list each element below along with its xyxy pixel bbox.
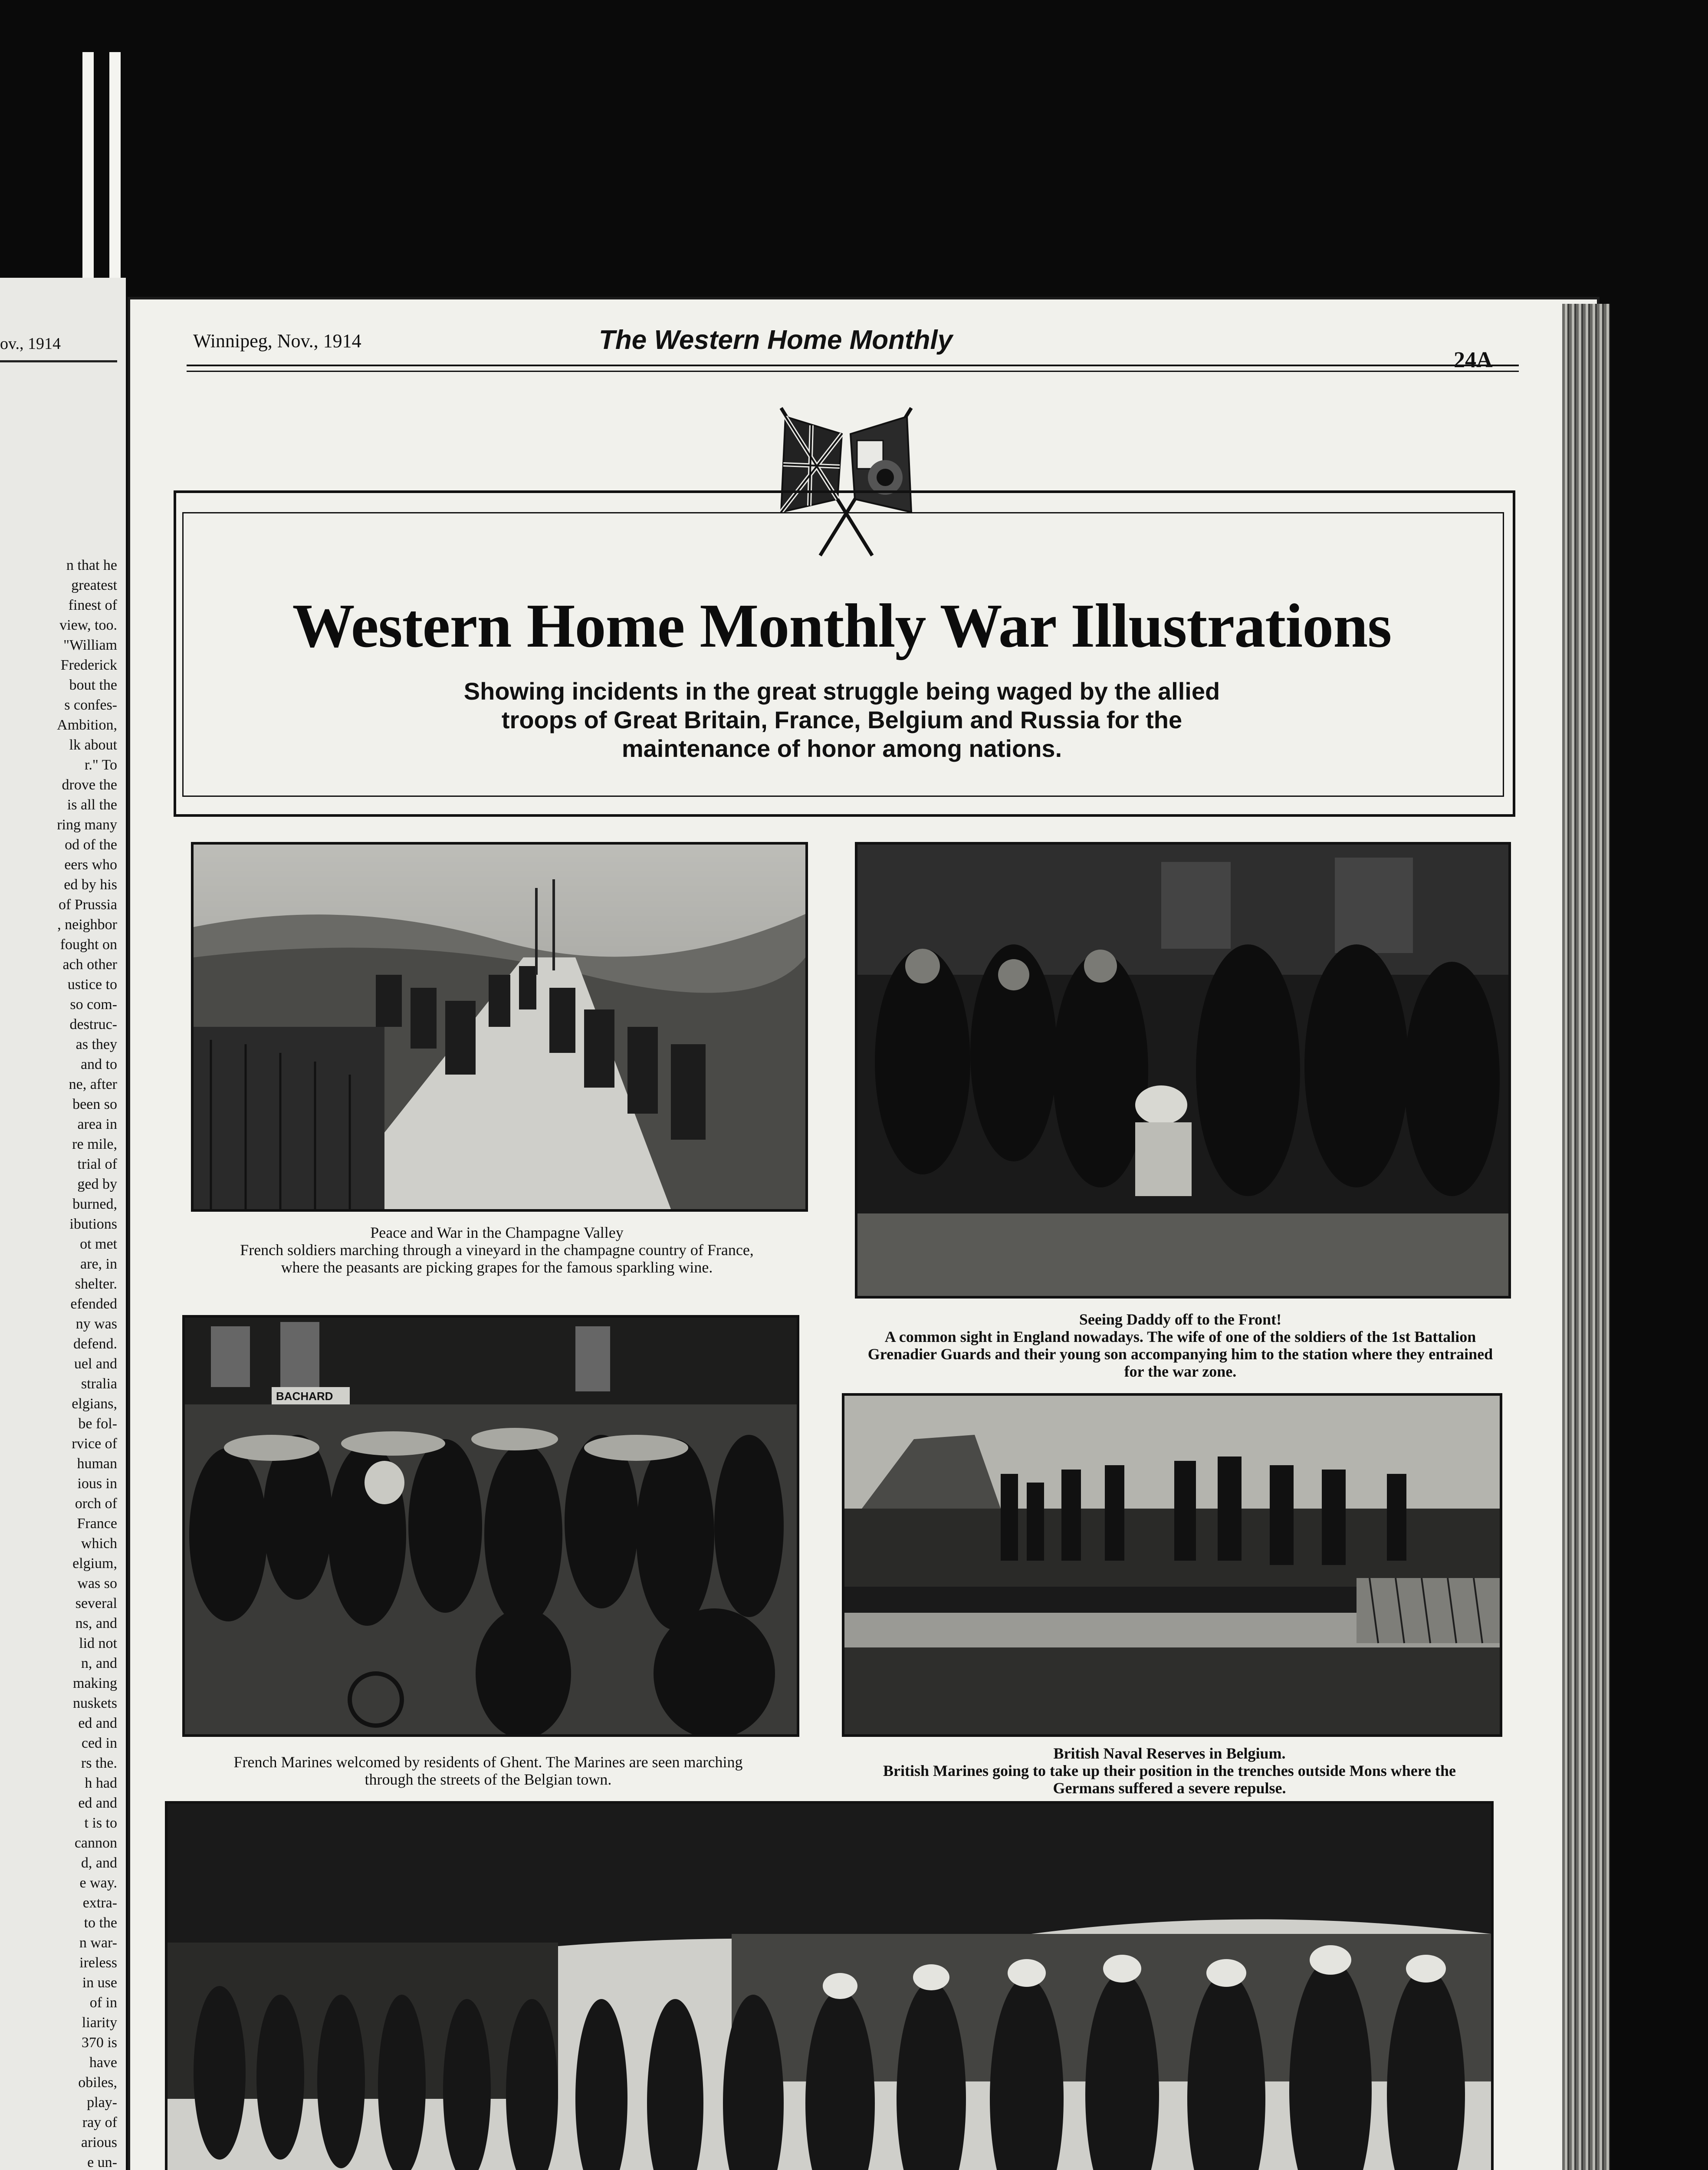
left-column-line: been so xyxy=(72,1096,117,1112)
left-column-line: obiles, xyxy=(78,2075,117,2091)
header-page-number: 24A xyxy=(1454,348,1493,372)
subtitle-line: maintenance of honor among nations. xyxy=(621,735,1062,762)
left-column-line: defend. xyxy=(73,1336,117,1352)
photo-seeing-daddy-off xyxy=(855,842,1511,1299)
left-column-line: n war- xyxy=(79,1935,117,1951)
left-column-line: are, in xyxy=(80,1256,117,1272)
gutter-stripe-1 xyxy=(82,52,94,295)
caption-line: through the streets of the Belgian town. xyxy=(365,1771,612,1788)
left-column-line: lk about xyxy=(69,737,117,753)
left-column-line: ed by his xyxy=(64,877,117,893)
caption-line: French soldiers marching through a vineyard in the champagne country of France, xyxy=(240,1241,754,1259)
left-column-line: ot met xyxy=(80,1236,117,1252)
left-column-line: view, too. xyxy=(59,617,117,633)
left-column-line: be fol- xyxy=(78,1416,117,1432)
caption-line: A common sight in England nowadays. The wife of one of the soldiers of the 1st Battalion xyxy=(884,1328,1476,1345)
left-column-line: efended xyxy=(70,1296,117,1312)
left-column-line: liarity xyxy=(82,2015,117,2031)
caption-british-naval-reserves xyxy=(842,1745,1497,1797)
left-column-line: eers who xyxy=(64,857,117,873)
subtitle-line: troops of Great Britain, France, Belgium and Russia for the xyxy=(501,706,1182,733)
left-column-line: elgium, xyxy=(72,1555,117,1572)
left-column-line: as they xyxy=(76,1036,117,1052)
caption-line: where the peasants are picking grapes for the famous sparkling wine. xyxy=(281,1259,713,1276)
left-column-line: orch of xyxy=(75,1496,117,1512)
left-column-line: ach other xyxy=(62,957,117,973)
shop-sign-text: BACHARD xyxy=(276,1390,333,1403)
left-column-line: n that he xyxy=(66,557,117,573)
left-column-line: Ambition, xyxy=(57,717,117,733)
caption-line: for the war zone. xyxy=(1124,1363,1237,1380)
left-column-line: play- xyxy=(87,2094,117,2111)
left-column-line: fought on xyxy=(60,937,117,953)
caption-line: British Marines going to take up their position in the trenches outside Mons where the xyxy=(883,1762,1456,1779)
left-column-line: ireless xyxy=(79,1955,117,1971)
left-column-line: rs the. xyxy=(81,1755,117,1771)
photo-indian-troops xyxy=(165,1801,1494,2170)
caption-champagne-valley xyxy=(191,1224,803,1276)
left-column-line: so com- xyxy=(70,996,117,1013)
page-subtitle xyxy=(391,677,1293,763)
left-column-line: od of the xyxy=(65,837,117,853)
left-column-line: 370 is xyxy=(81,2035,117,2051)
left-column-line: rvice of xyxy=(72,1436,117,1452)
left-column-line: cannon xyxy=(74,1835,117,1851)
subtitle-line: Showing incidents in the great struggle being waged by the allied xyxy=(463,677,1220,705)
caption-title: Seeing Daddy off to the Front! xyxy=(1079,1311,1282,1328)
header-rule xyxy=(187,365,1519,372)
header-date: Winnipeg, Nov., 1914 xyxy=(193,330,361,352)
left-column-line: ns, and xyxy=(75,1615,117,1631)
left-column-line: of Prussia xyxy=(58,897,117,913)
caption-line: Germans suffered a severe repulse. xyxy=(1053,1779,1286,1797)
photo-champagne-valley xyxy=(191,842,808,1212)
left-column-line: ray of xyxy=(82,2114,117,2131)
left-column-line: greatest xyxy=(71,577,117,593)
caption-seeing-daddy-off xyxy=(842,1311,1519,1380)
left-column-line: ed and xyxy=(78,1715,117,1731)
left-column-line: n, and xyxy=(81,1655,117,1671)
left-column-line: h had xyxy=(85,1775,117,1791)
left-column-line: ibutions xyxy=(69,1216,117,1232)
left-column-line: s confes- xyxy=(64,697,117,713)
left-column-line: of in xyxy=(89,1995,117,2011)
caption-french-marines-ghent xyxy=(182,1753,794,1788)
left-column-line: ring many xyxy=(57,817,117,833)
left-column-line: e un- xyxy=(87,2154,117,2170)
left-column-line: r." To xyxy=(84,757,117,773)
left-column-line: in use xyxy=(82,1975,117,1991)
left-column-line: ious in xyxy=(77,1476,117,1492)
left-column-line: stralia xyxy=(81,1376,117,1392)
left-column-line: several xyxy=(75,1595,117,1611)
left-column-line: have xyxy=(89,2055,117,2071)
left-column-line: burned, xyxy=(72,1196,117,1212)
left-column-line: destruc- xyxy=(69,1016,117,1032)
left-column-line: ed and xyxy=(78,1795,117,1811)
left-column-line: France xyxy=(77,1516,117,1532)
left-column-line: area in xyxy=(77,1116,117,1132)
left-column-line: shelter. xyxy=(75,1276,117,1292)
left-column-line: ced in xyxy=(81,1735,117,1751)
left-column-line: t is to xyxy=(84,1815,117,1831)
left-facing-page xyxy=(0,278,126,2170)
left-column-line: bout the xyxy=(69,677,117,693)
left-column-line: elgians, xyxy=(72,1396,117,1412)
left-column-line: was so xyxy=(77,1575,117,1591)
caption-line: Grenadier Guards and their young son accompanying him to the station where they entrained xyxy=(867,1345,1493,1363)
photo-british-naval-reserves xyxy=(842,1393,1502,1737)
left-column-line: ne, after xyxy=(69,1076,117,1092)
page-title: Western Home Monthly War Illustrations xyxy=(292,592,1392,661)
left-column-line: d, and xyxy=(81,1855,117,1871)
left-page-rule xyxy=(0,360,117,362)
left-column-line: trial of xyxy=(77,1156,117,1172)
left-column-line: Frederick xyxy=(60,657,117,673)
caption-title: British Naval Reserves in Belgium. xyxy=(1053,1745,1286,1762)
left-column-line: e way. xyxy=(79,1875,117,1891)
left-column-line: drove the xyxy=(62,777,117,793)
left-column-line: nuskets xyxy=(73,1695,117,1711)
left-column-line: , neighbor xyxy=(57,917,117,933)
left-column-line: which xyxy=(81,1535,117,1552)
left-column-line: human xyxy=(77,1456,117,1472)
left-column-line: lid not xyxy=(79,1635,117,1651)
left-column-line: uel and xyxy=(74,1356,117,1372)
left-column-line: making xyxy=(73,1675,117,1691)
left-column-line: ged by xyxy=(77,1176,117,1192)
left-page-column xyxy=(0,556,117,2170)
caption-line: French Marines welcomed by residents of Ghent. The Marines are seen marching xyxy=(233,1753,743,1771)
gutter-stripe-2 xyxy=(109,52,121,295)
left-column-line: arious xyxy=(81,2134,117,2150)
left-column-line: and to xyxy=(80,1056,117,1072)
left-column-line: is all the xyxy=(67,797,117,813)
caption-title: Peace and War in the Champagne Valley xyxy=(370,1224,624,1241)
left-column-line: to the xyxy=(84,1915,117,1931)
header-publication: The Western Home Monthly xyxy=(599,325,953,355)
left-page-header: ov., 1914 xyxy=(0,335,61,353)
left-column-line: extra- xyxy=(82,1895,117,1911)
left-column-line: "William xyxy=(63,637,117,653)
photo-french-marines-ghent xyxy=(182,1315,799,1737)
left-column-line: ny was xyxy=(76,1316,117,1332)
page-edge-stack xyxy=(1562,304,1610,2170)
left-column-line: re mile, xyxy=(72,1136,117,1152)
left-column-line: finest of xyxy=(68,597,117,613)
left-column-line: ustice to xyxy=(67,976,117,993)
